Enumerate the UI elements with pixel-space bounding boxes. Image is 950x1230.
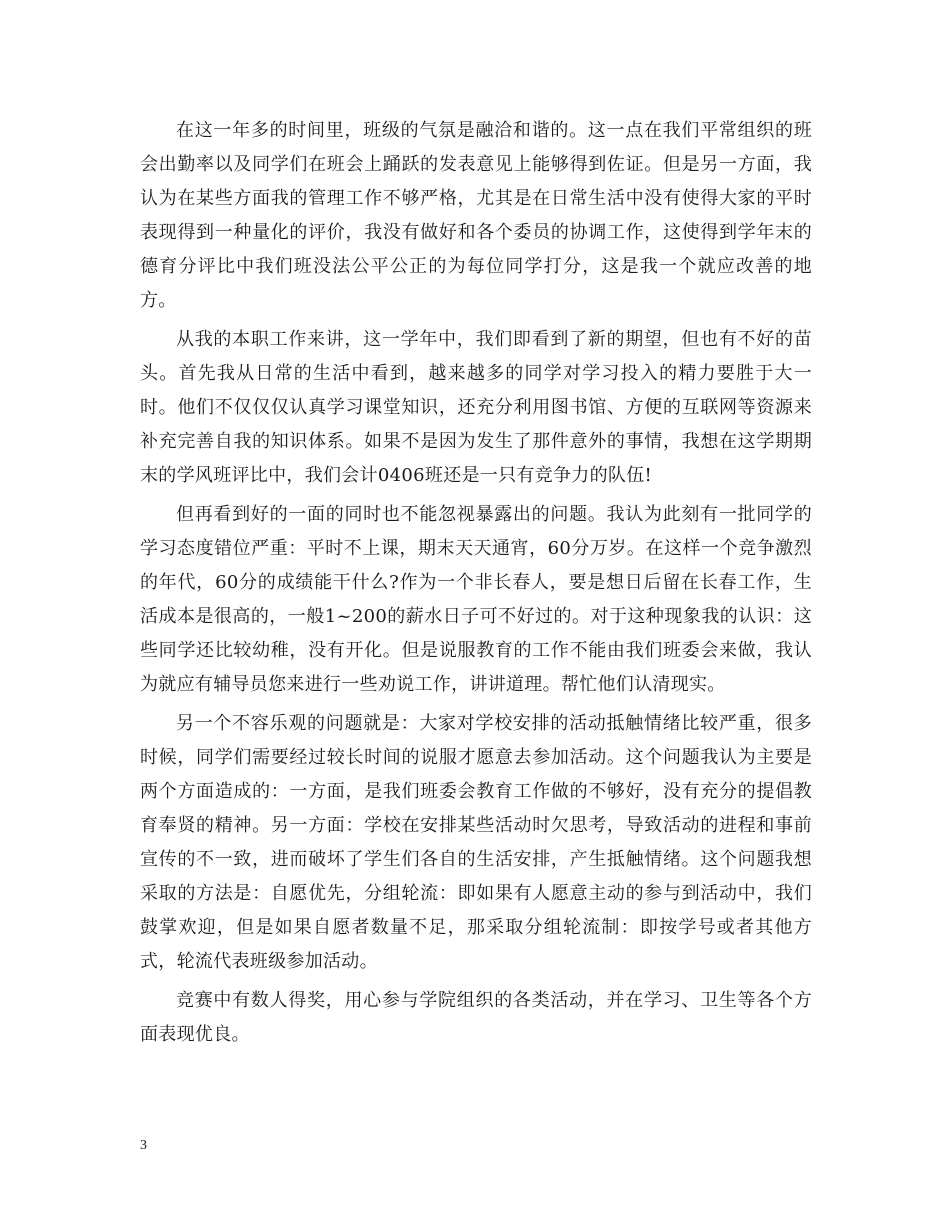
paragraph-4: 另一个不容乐观的问题就是：大家对学校安排的活动抵触情绪比较严重，很多时候，同学们需要经过较长时间的说服才愿意去参加活动。这个问题我认为主要是两个方面造成的：一方面，是我们班委会教育工作做的不够好，没有充分的提倡教育奉贤的精神。另一方面：学校在安排某些活动时欠思考，导致活动的进程和事前宣传的不一致，进而破坏了学生们各自的生活安排，产生抵触情绪。这个问题我想采取的方法是：自愿优先，分组轮流：即如果有人愿意主动的参与到活动中，我们鼓掌欢迎，但是如果自愿者数量不足，那采取分组轮流制：即按学号或者其他方式，轮流代表班级参加活动。 [140,713,812,972]
paragraph-1: 在这一年多的时间里，班级的气氛是融洽和谐的。这一点在我们平常组织的班会出勤率以及同学们在班会上踊跃的发表意见上能够得到佐证。但是另一方面，我认为在某些方面我的管理工作不够严格，尤其是在日常生活中没有使得大家的平时表现得到一种量化的评价，我没有做好和各个委员的协调工作，这使得到学年末的德育分评比中我们班没法公平公正的为每位同学打分，这是我一个就应改善的地方。 [140,120,812,311]
paragraph-3: 但再看到好的一面的同时也不能忽视暴露出的问题。我认为此刻有一批同学的学习态度错位严重：平时不上课，期末天天通宵，60分万岁。在这样一个竞争激烈的年代，60分的成绩能干什么?作为一个非长春人，要是想日后留在长春工作，生活成本是很高的，一般1~200的薪水日子可不好过的。对于这种现象我的认识：这些同学还比较幼稚，没有开化。但是说服教育的工作不能由我们班委会来做，我认为就应有辅导员您来进行一些劝说工作，讲讲道理。帮忙他们认清现实。 [140,504,812,695]
page-number: 3 [140,1138,147,1153]
paragraph-5: 竞赛中有数人得奖，用心参与学院组织的各类活动，并在学习、卫生等各个方面表现优良。 [140,990,812,1045]
paragraph-2: 从我的本职工作来讲，这一学年中，我们即看到了新的期望，但也有不好的苗头。首先我从日常的生活中看到，越来越多的同学对学习投入的精力要胜于大一时。他们不仅仅仅认真学习课堂知识，还充分利用图书馆、方便的互联网等资源来补充完善自我的知识体系。如果不是因为发生了那件意外的事情，我想在这学期期末的学风班评比中，我们会计0406班还是一只有竞争力的队伍! [140,329,812,486]
body-text [140,114,812,1057]
